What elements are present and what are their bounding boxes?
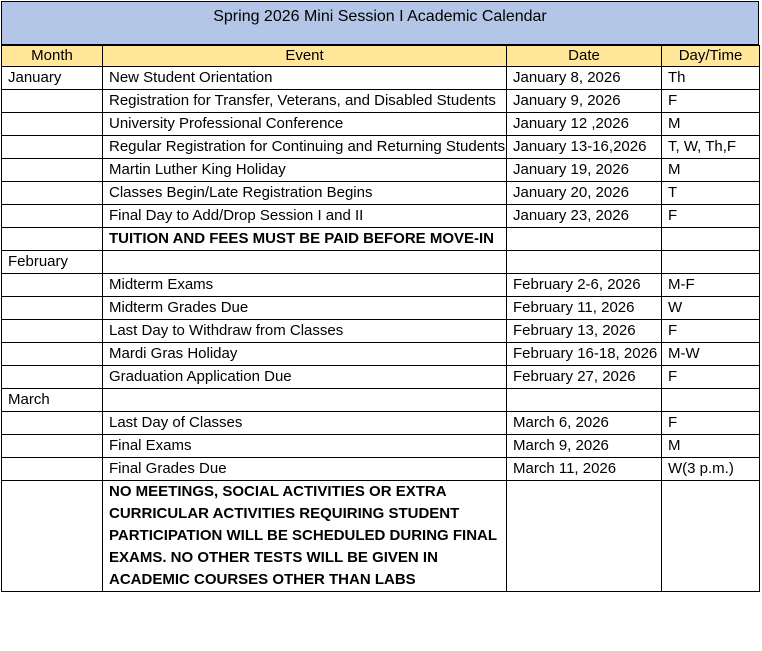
event-cell: Last Day to Withdraw from Classes <box>103 320 507 343</box>
event-cell: Final Exams <box>103 435 507 458</box>
date-cell: January 8, 2026 <box>507 67 662 90</box>
table-row <box>2 297 760 320</box>
day-time-cell: T <box>662 182 760 205</box>
month-cell <box>2 320 103 343</box>
month-cell <box>2 274 103 297</box>
date-cell <box>507 481 662 592</box>
day-time-cell <box>662 251 760 274</box>
date-cell: January 12 ,2026 <box>507 113 662 136</box>
day-time-cell: F <box>662 366 760 389</box>
day-time-cell: F <box>662 90 760 113</box>
event-cell: Registration for Transfer, Veterans, and Disabled Students <box>103 90 507 113</box>
table-row <box>2 113 760 136</box>
event-cell <box>103 251 507 274</box>
date-cell <box>507 389 662 412</box>
day-time-cell: M-W <box>662 343 760 366</box>
table-row <box>2 481 760 592</box>
calendar-table <box>1 45 760 592</box>
event-cell: University Professional Conference <box>103 113 507 136</box>
day-time-cell: M <box>662 113 760 136</box>
date-cell: March 6, 2026 <box>507 412 662 435</box>
day-time-cell: M <box>662 435 760 458</box>
academic-calendar <box>1 1 759 592</box>
month-cell <box>2 159 103 182</box>
table-row <box>2 205 760 228</box>
date-cell: February 11, 2026 <box>507 297 662 320</box>
month-cell <box>2 435 103 458</box>
table-row <box>2 251 760 274</box>
table-row <box>2 182 760 205</box>
month-cell: March <box>2 389 103 412</box>
event-cell: Midterm Grades Due <box>103 297 507 320</box>
event-cell: Midterm Exams <box>103 274 507 297</box>
month-cell <box>2 366 103 389</box>
event-cell: Martin Luther King Holiday <box>103 159 507 182</box>
event-cell: Classes Begin/Late Registration Begins <box>103 182 507 205</box>
day-time-cell: W(3 p.m.) <box>662 458 760 481</box>
date-cell: January 9, 2026 <box>507 90 662 113</box>
month-cell <box>2 182 103 205</box>
event-cell <box>103 389 507 412</box>
month-cell <box>2 228 103 251</box>
month-cell: February <box>2 251 103 274</box>
event-cell: Regular Registration for Continuing and Returning Students <box>103 136 507 159</box>
day-time-cell: Th <box>662 67 760 90</box>
table-row <box>2 435 760 458</box>
table-row <box>2 458 760 481</box>
date-cell: February 2-6, 2026 <box>507 274 662 297</box>
month-cell: January <box>2 67 103 90</box>
event-cell: Final Grades Due <box>103 458 507 481</box>
event-cell: New Student Orientation <box>103 67 507 90</box>
event-cell: Graduation Application Due <box>103 366 507 389</box>
header-day-time: Day/Time <box>662 46 760 67</box>
day-time-cell: F <box>662 320 760 343</box>
table-row <box>2 320 760 343</box>
table-row <box>2 67 760 90</box>
date-cell: January 19, 2026 <box>507 159 662 182</box>
table-row <box>2 274 760 297</box>
day-time-cell <box>662 481 760 592</box>
date-cell: February 13, 2026 <box>507 320 662 343</box>
month-cell <box>2 412 103 435</box>
date-cell <box>507 251 662 274</box>
header-date: Date <box>507 46 662 67</box>
date-cell: January 20, 2026 <box>507 182 662 205</box>
table-row <box>2 389 760 412</box>
month-cell <box>2 458 103 481</box>
table-row <box>2 343 760 366</box>
table-row <box>2 412 760 435</box>
date-cell: January 23, 2026 <box>507 205 662 228</box>
month-cell <box>2 136 103 159</box>
calendar-title: Spring 2026 Mini Session I Academic Calendar <box>1 1 759 45</box>
event-cell: NO MEETINGS, SOCIAL ACTIVITIES OR EXTRA CURRICULAR ACTIVITIES REQUIRING STUDENT PARTICIPATION WILL BE SCHEDULED DURING FINAL EXAMS. NO OTHER TESTS WILL BE GIVEN IN ACADEMIC COURSES OTHER THAN LABS <box>103 481 507 592</box>
day-time-cell: F <box>662 412 760 435</box>
table-row <box>2 159 760 182</box>
table-row <box>2 136 760 159</box>
month-cell <box>2 113 103 136</box>
day-time-cell: F <box>662 205 760 228</box>
day-time-cell <box>662 228 760 251</box>
table-row <box>2 228 760 251</box>
date-cell: February 27, 2026 <box>507 366 662 389</box>
table-row <box>2 90 760 113</box>
month-cell <box>2 343 103 366</box>
date-cell <box>507 228 662 251</box>
event-cell: TUITION AND FEES MUST BE PAID BEFORE MOVE-IN <box>103 228 507 251</box>
event-cell: Mardi Gras Holiday <box>103 343 507 366</box>
month-cell <box>2 297 103 320</box>
month-cell <box>2 481 103 592</box>
header-event: Event <box>103 46 507 67</box>
month-cell <box>2 205 103 228</box>
day-time-cell: M <box>662 159 760 182</box>
day-time-cell <box>662 389 760 412</box>
date-cell: March 11, 2026 <box>507 458 662 481</box>
table-row <box>2 366 760 389</box>
day-time-cell: M-F <box>662 274 760 297</box>
header-row <box>2 46 760 67</box>
header-month: Month <box>2 46 103 67</box>
event-cell: Last Day of Classes <box>103 412 507 435</box>
date-cell: February 16-18, 2026 <box>507 343 662 366</box>
day-time-cell: W <box>662 297 760 320</box>
event-cell: Final Day to Add/Drop Session I and II <box>103 205 507 228</box>
date-cell: March 9, 2026 <box>507 435 662 458</box>
day-time-cell: T, W, Th,F <box>662 136 760 159</box>
month-cell <box>2 90 103 113</box>
date-cell: January 13-16,2026 <box>507 136 662 159</box>
